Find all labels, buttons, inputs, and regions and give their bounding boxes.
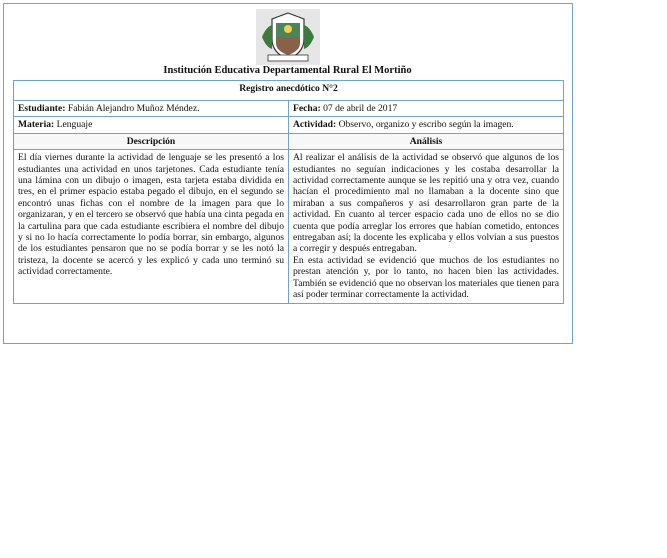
subject-value: Lenguaje: [56, 119, 93, 131]
anecdotal-record-table: [13, 80, 564, 304]
analysis-paragraph-2: En esta actividad se evidenció que muchos de los estudiantes no prestan atención y, por lo tanto, no hacen bien las actividades. También se evidenció que no observan los materiales que tienen para así poder terminar correctamente la actividad.: [293, 254, 560, 301]
date-label: Fecha:: [293, 103, 321, 114]
activity-label: Actividad:: [293, 119, 337, 131]
activity-cell: [289, 117, 564, 133]
subject-cell: [14, 117, 289, 133]
institution-name: Institución Educativa Departamental Rural El Mortiño: [163, 65, 412, 76]
analysis-cell: [289, 150, 564, 303]
analysis-header: Análisis: [289, 133, 564, 149]
record-title: Registro anecdótico N°2: [14, 81, 564, 101]
student-value: Fabián Alejandro Muñoz Méndez.: [67, 103, 200, 114]
analysis-paragraph-1: Al realizar el análisis de la actividad se observó que algunos de los estudiantes no seguían indicaciones y les costaba desarrollar la actividad correctamente aunque se les repitió una y otra vez, cuando hacían el procedimiento mal no llamaban a la docente sino que miraban a sus compañeros y así desarrollaron gran parte de la actividad. En cuanto al tercer espacio cada uno de ellos no se dio cuenta que podía arreglar los errores que habían cometido, entonces entregaban así; la docente les explicaba y ellos volvían a sus puestos a corregir y después entregaban.: [293, 152, 560, 255]
date-value: 07 de abril de 2017: [323, 103, 398, 114]
description-header: Descripción: [14, 133, 289, 149]
description-text: El día viernes durante la actividad de lenguaje se les presentó a los estudiantes una actividad en unos tarjetones. Cada estudiante tenía una lámina con un dibujo o imagen, esta tarjeta estaba dividida en tres, en el primer espacio estaba pegado el dibujo, en el segundo se encontró unas fichas con el nombre de la imagen para que lo organizaran, y en el tercero se observó que había una cinta pegada en la cartulina para que cada estudiante escribiera el nombre del dibujo y si no lo hacía correctamente lo podía borrar, sin embargo, algunos de los estudiantes pensaron que no se podía borrar y se les notó la tristeza, la docente se acercó y les explicó y cada uno terminó su actividad correctamente.: [14, 150, 289, 303]
student-cell: [14, 101, 289, 117]
subject-label: Materia:: [18, 119, 55, 131]
activity-value: Observo, organizo y escribo según la imagen.: [338, 119, 514, 131]
student-label: Estudiante:: [18, 103, 66, 114]
date-cell: [289, 101, 564, 117]
school-crest-logo: [256, 9, 320, 65]
